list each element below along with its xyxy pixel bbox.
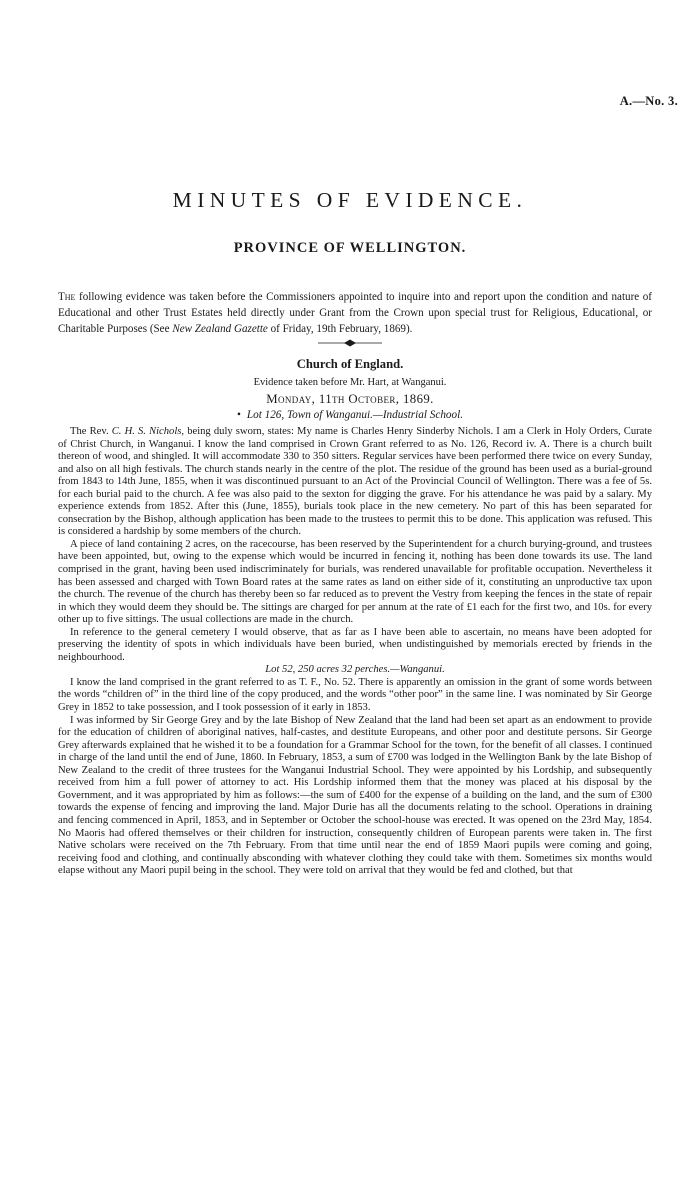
- intro-text: following evidence was taken before the Commissioners appointed to inquire into and report upon the condition and nature of Educational and other Trust Estates held directly under Grant from the Crown upon special trust for Religious, Educational, or Charitable Purposes (See: [58, 291, 652, 335]
- p1-text: , being duly sworn, states: My name is Charles Henry Sinderby Nichols. I am a Clerk in Holy Orders, Curate of Christ Church, in Wanganui. I know the land comprised in Crown Grant referred to as No. 126, Record iv. A. There is a church built thereon of wood, and shingled. It will accommodate 330 to 350 sitters. Regular services have been performed there twice on every Sunday, and also on all high festivals. The church stands nearly in the centre of the plot. The residue of the ground has been used as a burial-ground from 1843 to 14th June, 1855, when it was discontinued pursuant to an Act of the Provincial Council of Wellington. There was a fee of 5s. for each burial paid to the church. A fee was also paid to the sexton for digging the grave. For his attendance he was paid by a salary. My experience extends from 1852. After this (June, 1855), burials took place in the new cemetery. No part of this has been separated for consecration by the Bishop, although application has been made to the trustees to permit this to be done. This application was refused. This is considered a hardship by some members of the church.: [58, 426, 652, 538]
- intro-lead: The: [58, 291, 76, 303]
- paragraph-2: A piece of land containing 2 acres, on the racecourse, has been reserved by the Superintendent for a church burying-ground, and trustees have been appointed, but, owing to the expense which would be incurred in fencing it, nothing has been done towards its use. The land comprised in the grant, having been used indiscriminately for burials, was rendered unavailable for profitable occupation. Nevertheless it has been assessed and charged with Town Board rates at the same rates as land on either side of it, constituting an unproductive tax upon the church. The revenue of the church has thereby been so far reduced as to prevent the Vestry from keeping the fences in the state of repair in which they would deem they should be. The sittings are charged for per annum at the rate of £1 each for the first two, and 10s. for every other up to five sittings. The usual collections are made in the church.: [58, 538, 652, 626]
- lot-heading-text: Lot 126, Town of Wanganui.—Industrial School.: [246, 409, 464, 421]
- ornamental-divider: [316, 339, 384, 347]
- lot-heading: [0, 409, 700, 421]
- p1-lead: The Rev.: [70, 426, 112, 437]
- evidence-before-line: Evidence taken before Mr. Hart, at Wanganui.: [253, 377, 447, 388]
- gazette-title: New Zealand Gazette: [172, 323, 268, 335]
- intro-paragraph: [58, 289, 652, 337]
- date-line: Monday, 11th October, 1869.: [266, 392, 434, 406]
- paragraph-5: I was informed by Sir George Grey and by the late Bishop of New Zealand that the land had been set apart as an endowment to provide for the education of children of aboriginal natives, half-castes, and destitute Europeans, and other poor and destitute persons. Sir George Grey afterwards explained that he wished it to be a foundation for a Grammar School for the town, for the benefit of all classes. I continued in charge of the land until the end of June, 1860. In February, 1853, a sum of £700 was lodged in the Wellington Bank by the late Bishop of New Zealand to the credit of three trustees for the Wanganui Industrial School. They were appointed by his Lordship, and subsequently received from him a full power of attorney to act. His Lordship informed them that the money was placed at his disposal by the Government, and it was appropriated by him as follows:—the sum of £400 for the expense of a building on the land, and the sum of £300 towards the expense of fencing and improving the land. Major Durie has all the documents relating to the school. Operations in draining and fencing commenced in April, 1853, and in September or October the school-house was erected. It was opened on the 23rd May, 1854. No Maoris had offered themselves or their children for instruction, consequently children of European parents were taken in. The first Native scholars were received on the 7th February. From that time until near the end of 1859 Maori pupils were coming and going, receiving food and clothing, and continually absconding with whatever clothing they could take with them. Sometimes six months would elapse without any Maori pupil being in the school. They were told on arrival that they would be fed and clothed, but that: [58, 714, 652, 877]
- page-title: MINUTES OF EVIDENCE.: [172, 188, 528, 212]
- province-heading: PROVINCE OF WELLINGTON.: [233, 240, 467, 256]
- page-reference: A.—No. 3.: [619, 94, 678, 108]
- paragraph-3: In reference to the general cemetery I would observe, that as far as I have been able to ascertain, no means have been adopted for preserving the identity of spots in which individuals have been buried, when undistinguished by memorials erected by friends in the neighbourhood.: [58, 626, 652, 663]
- intro-tail: of Friday, 19th February, 1869).: [267, 323, 413, 335]
- section-heading: Church of England.: [296, 357, 404, 371]
- lot-subheading: Lot 52, 250 acres 32 perches.—Wanganui.: [265, 664, 445, 676]
- paragraph-1: [58, 426, 652, 539]
- paragraph-4: I know the land comprised in the grant referred to as T. F., No. 52. There is apparently an omission in the grant of some words between the words “children of” in the third line of the copy produced, and the words “other poor” in the same line. I was nominated by Sir George Grey in 1852 to take possession, and I took possession of it early in 1853.: [58, 676, 652, 714]
- bullet-marker: •: [236, 409, 241, 421]
- evidence-body: [58, 426, 652, 878]
- witness-name: C. H. S. Nichols: [111, 426, 182, 437]
